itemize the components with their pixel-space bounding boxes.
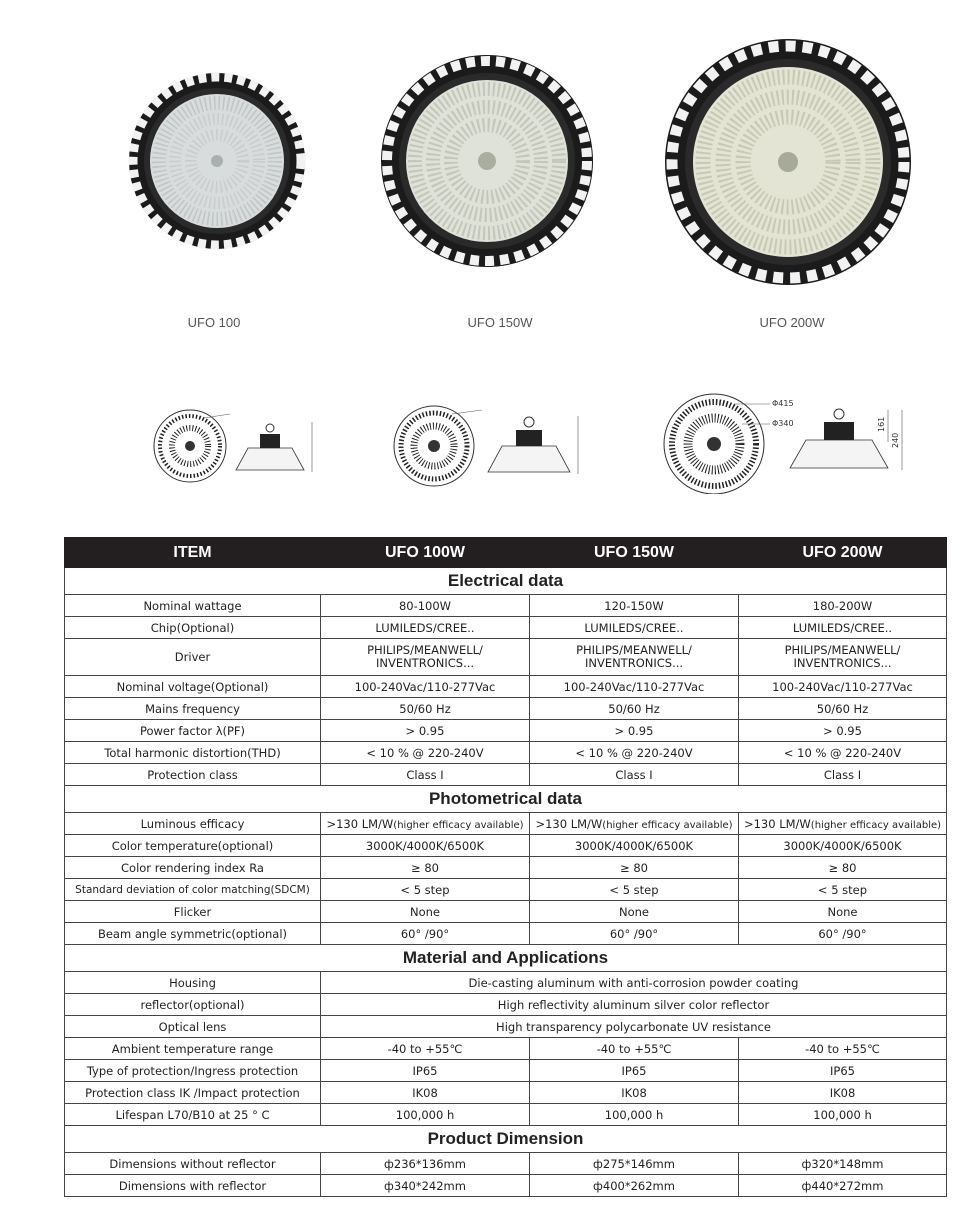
section-row: [65, 568, 947, 595]
row-value: PHILIPS/MEANWELL/ INVENTRONICS...: [321, 639, 530, 676]
row-item: Protection class IK /Impact protection: [65, 1082, 321, 1104]
row-item: Optical lens: [65, 1016, 321, 1038]
row-value: < 10 % @ 220-240V: [739, 742, 947, 764]
row-item: Ambient temperature range: [65, 1038, 321, 1060]
ufo-lamp-icon: [128, 72, 306, 250]
technical-drawing-ufo150: [392, 404, 592, 494]
row-value: > 0.95: [321, 720, 530, 742]
row-item: Standard deviation of color matching(SDCM): [65, 879, 321, 901]
efficacy-value: >130 LM/W: [535, 816, 603, 831]
row-value: IK08: [530, 1082, 739, 1104]
row-value: 60° /90°: [321, 923, 530, 945]
row-value: < 10 % @ 220-240V: [530, 742, 739, 764]
row-item: Housing: [65, 972, 321, 994]
row-item: Nominal voltage(Optional): [65, 676, 321, 698]
section-title: Electrical data: [65, 568, 947, 595]
row-item: Beam angle symmetric(optional): [65, 923, 321, 945]
section-row: [65, 786, 947, 813]
table-row: [65, 994, 947, 1016]
table-row: [65, 879, 947, 901]
product-image-ufo100: [128, 72, 306, 250]
row-value: Class I: [321, 764, 530, 786]
row-value: ф320*148mm: [739, 1153, 947, 1175]
row-value: 100,000 h: [530, 1104, 739, 1126]
row-value: IK08: [739, 1082, 947, 1104]
row-item: reflector(optional): [65, 994, 321, 1016]
row-value: 100,000 h: [321, 1104, 530, 1126]
table-row: [65, 639, 947, 676]
row-item: Type of protection/Ingress protection: [65, 1060, 321, 1082]
table-row: [65, 1104, 947, 1126]
table-row: [65, 595, 947, 617]
row-value: LUMILEDS/CREE..: [739, 617, 947, 639]
row-value: 3000K/4000K/6500K: [530, 835, 739, 857]
row-value: None: [739, 901, 947, 923]
ufo-lamp-icon: [664, 38, 912, 286]
product-image-ufo200: [664, 38, 912, 286]
row-value: Class I: [530, 764, 739, 786]
spec-table: [64, 537, 947, 1197]
table-row: [65, 676, 947, 698]
row-value: 3000K/4000K/6500K: [321, 835, 530, 857]
row-value: 50/60 Hz: [321, 698, 530, 720]
row-item: Luminous efficacy: [65, 813, 321, 835]
row-value: LUMILEDS/CREE..: [321, 617, 530, 639]
row-item: Flicker: [65, 901, 321, 923]
efficacy-note: (higher efficacy available): [602, 819, 733, 831]
row-value: ф400*262mm: [530, 1175, 739, 1197]
row-value: 80-100W: [321, 595, 530, 617]
row-value: ф440*272mm: [739, 1175, 947, 1197]
table-row: [65, 901, 947, 923]
row-value: High transparency polycarbonate UV resistance: [321, 1016, 947, 1038]
table-row: [65, 617, 947, 639]
row-value: -40 to +55℃: [530, 1038, 739, 1060]
row-value: 3000K/4000K/6500K: [739, 835, 947, 857]
row-value: IP65: [739, 1060, 947, 1082]
row-value: < 5 step: [530, 879, 739, 901]
row-value: < 5 step: [321, 879, 530, 901]
table-row: [65, 1038, 947, 1060]
row-value: PHILIPS/MEANWELL/ INVENTRONICS...: [530, 639, 739, 676]
ufo-lamp-icon: [380, 54, 594, 268]
table-row: [65, 720, 947, 742]
row-value: 100-240Vac/110-277Vac: [530, 676, 739, 698]
row-value: Class I: [739, 764, 947, 786]
table-row: [65, 923, 947, 945]
product-caption: UFO 150W: [467, 315, 533, 330]
header-ufo150: UFO 150W: [530, 538, 739, 568]
product-caption: UFO 200W: [759, 315, 825, 330]
row-value: None: [530, 901, 739, 923]
table-row: [65, 698, 947, 720]
product-image-ufo150: [380, 54, 594, 268]
table-header-row: [65, 538, 947, 568]
product-caption: UFO 100: [187, 315, 241, 330]
table-row: [65, 764, 947, 786]
row-value: 50/60 Hz: [739, 698, 947, 720]
row-value: None: [321, 901, 530, 923]
row-item: Color temperature(optional): [65, 835, 321, 857]
table-row: [65, 742, 947, 764]
row-value: High reflectivity aluminum silver color reflector: [321, 994, 947, 1016]
row-value: 50/60 Hz: [530, 698, 739, 720]
table-row: [65, 1175, 947, 1197]
row-value: IP65: [321, 1060, 530, 1082]
row-item: Total harmonic distortion(THD): [65, 742, 321, 764]
row-value: 180-200W: [739, 595, 947, 617]
row-value: -40 to +55℃: [739, 1038, 947, 1060]
row-value: IP65: [530, 1060, 739, 1082]
row-value: 60° /90°: [530, 923, 739, 945]
row-item: Nominal wattage: [65, 595, 321, 617]
dimension-drawing-icon: [392, 404, 592, 490]
table-row: [65, 813, 947, 835]
row-value: [530, 813, 739, 835]
header-item: ITEM: [65, 538, 321, 568]
row-item: Dimensions without reflector: [65, 1153, 321, 1175]
row-value: 100-240Vac/110-277Vac: [321, 676, 530, 698]
row-item: Color rendering index Ra: [65, 857, 321, 879]
row-value: [739, 813, 947, 835]
row-value: > 0.95: [739, 720, 947, 742]
table-row: [65, 857, 947, 879]
row-value: 120-150W: [530, 595, 739, 617]
header-ufo100: UFO 100W: [321, 538, 530, 568]
dimension-drawing-icon: [152, 408, 322, 488]
efficacy-note: (higher efficacy available): [810, 819, 942, 831]
row-value: 100-240Vac/110-277Vac: [739, 676, 947, 698]
row-value: 100,000 h: [739, 1104, 947, 1126]
table-row: [65, 1153, 947, 1175]
dimension-label: Φ415: [772, 399, 794, 408]
table-row: [65, 1016, 947, 1038]
efficacy-value: >130 LM/W: [743, 816, 811, 831]
row-item: Protection class: [65, 764, 321, 786]
dimension-label: 240: [891, 432, 900, 448]
row-value: IK08: [321, 1082, 530, 1104]
dimension-label: Φ340: [772, 419, 794, 428]
row-item: Chip(Optional): [65, 617, 321, 639]
dimension-drawing-icon: [662, 392, 912, 494]
row-value: ф275*146mm: [530, 1153, 739, 1175]
row-item: Mains frequency: [65, 698, 321, 720]
row-item: Dimensions with reflector: [65, 1175, 321, 1197]
row-value: ≥ 80: [530, 857, 739, 879]
row-value: Die-casting aluminum with anti-corrosion powder coating: [321, 972, 947, 994]
technical-drawing-ufo200: [662, 392, 912, 498]
section-title: Material and Applications: [65, 945, 947, 972]
row-value: PHILIPS/MEANWELL/ INVENTRONICS...: [739, 639, 947, 676]
row-value: < 10 % @ 220-240V: [321, 742, 530, 764]
section-row: [65, 945, 947, 972]
table-row: [65, 835, 947, 857]
row-value: 60° /90°: [739, 923, 947, 945]
row-value: -40 to +55℃: [321, 1038, 530, 1060]
row-value: ф236*136mm: [321, 1153, 530, 1175]
section-row: [65, 1126, 947, 1153]
section-title: Photometrical data: [65, 786, 947, 813]
efficacy-note: (higher efficacy available): [393, 819, 524, 831]
row-item: Power factor λ(PF): [65, 720, 321, 742]
row-value: > 0.95: [530, 720, 739, 742]
dimension-label: 161: [877, 416, 886, 432]
row-value: [321, 813, 530, 835]
row-value: LUMILEDS/CREE..: [530, 617, 739, 639]
row-item: Lifespan L70/B10 at 25 ° C: [65, 1104, 321, 1126]
efficacy-value: >130 LM/W: [326, 816, 394, 831]
table-row: [65, 1082, 947, 1104]
header-ufo200: UFO 200W: [739, 538, 947, 568]
table-row: [65, 1060, 947, 1082]
row-value: ≥ 80: [321, 857, 530, 879]
section-title: Product Dimension: [65, 1126, 947, 1153]
row-item: Driver: [65, 639, 321, 676]
table-row: [65, 972, 947, 994]
row-value: ≥ 80: [739, 857, 947, 879]
row-value: ф340*242mm: [321, 1175, 530, 1197]
row-value: < 5 step: [739, 879, 947, 901]
technical-drawing-ufo100: [152, 408, 322, 492]
